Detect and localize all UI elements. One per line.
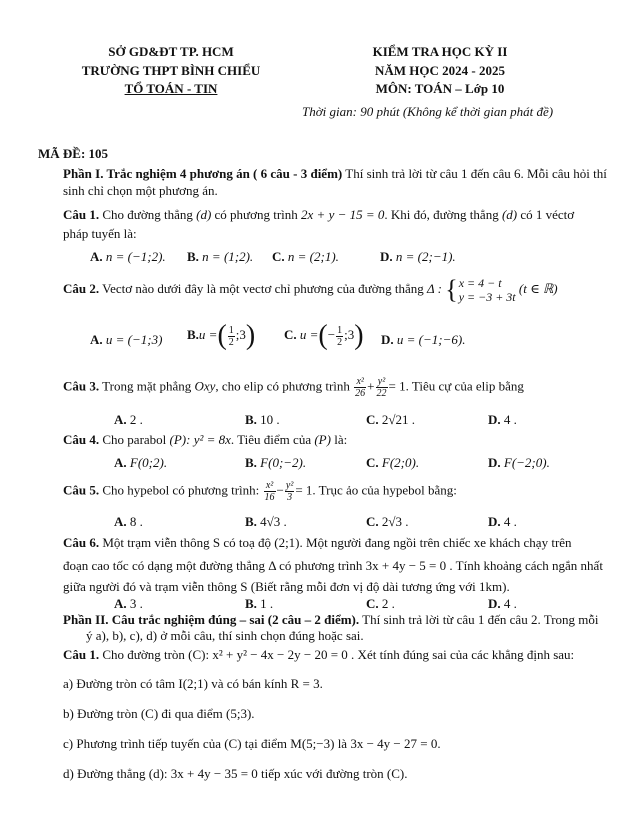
fraction-denominator: 16 — [264, 492, 275, 503]
q2-option-b-suffix: ;3 — [235, 326, 246, 342]
q5-option-d — [488, 514, 517, 530]
school-year: NĂM HỌC 2024 - 2025 — [375, 63, 505, 78]
right-paren: ) — [245, 320, 256, 351]
part2-instruction-2: ý a), b), c), d) ở mỗi câu, thí sinh chọn đúng hoặc sai. — [86, 628, 364, 643]
q1-equation: 2x + y − 15 = 0 — [301, 207, 385, 222]
q3-fraction-2 — [376, 376, 388, 399]
q2-option-c-prefix: u = — [299, 326, 319, 342]
q6-option-c-label: C. — [366, 596, 379, 611]
q1-option-a-value: n = (−1;2). — [105, 249, 166, 264]
part2-item-c: c) Phương trình tiếp tuyến của (C) tại điểm M(5;−3) là 3x − 4y − 27 = 0. — [63, 736, 441, 751]
q5-fraction-2 — [285, 480, 294, 503]
q2-system-line-1: x = 4 − t — [458, 276, 502, 290]
part2-q1-label: Câu 1. — [63, 647, 100, 662]
q1-stem-2: pháp tuyến là: — [63, 226, 137, 241]
q2-option-d — [381, 332, 465, 348]
q6-label: Câu 6. — [63, 535, 100, 550]
q1-text-b: có phương trình — [211, 207, 302, 222]
q1-text-a: Cho đường thẳng — [99, 207, 197, 222]
q2-option-b-prefix: u = — [198, 326, 218, 342]
right-paren: ) — [354, 320, 364, 351]
q1-line-d: (d) — [196, 207, 212, 222]
q2-option-c-suffix: ;3 — [344, 326, 355, 342]
q3-option-b-value: 10 . — [260, 412, 280, 427]
q2-option-c-label: C. — [284, 326, 297, 342]
q4-option-a-label: A. — [114, 455, 127, 470]
q4-option-c-label: C. — [366, 455, 379, 470]
q6-option-b-label: B. — [245, 596, 257, 611]
part2-item-a: a) Đường tròn có tâm I(2;1) và có bán kính R = 3. — [63, 676, 323, 691]
q4-option-a-value: F(0;2). — [129, 455, 168, 470]
q4-equation: (P): y² = 8x — [169, 432, 231, 447]
q3-equation-tail: = 1 — [388, 378, 406, 394]
q3-option-b — [245, 412, 280, 428]
q6-option-a-value: 3 . — [129, 596, 143, 611]
q5-option-a-label: A. — [114, 514, 127, 529]
q5-option-b-value: 4√3 . — [260, 514, 287, 529]
q1-option-d-label: D. — [380, 249, 393, 264]
q3-option-c-label: C. — [366, 412, 379, 427]
system-brace: { — [445, 275, 458, 304]
subject: MÔN: TOÁN – Lớp 10 — [375, 81, 505, 96]
q6-stem-2: đoạn cao tốc có dạng một đường thẳng Δ có phương trình 3x + 4y − 5 = 0 . Tính khoảng cách ngắn nhất — [63, 558, 603, 573]
q3-label: Câu 3. — [63, 378, 100, 394]
fraction-numerator: x² — [264, 480, 276, 492]
q3-option-c-value: 2√21 . — [381, 412, 416, 427]
fraction-denominator: 26 — [355, 388, 366, 399]
part2-item-d: d) Đường thẳng (d): 3x + 4y − 35 = 0 tiếp xúc với đường tròn (C). — [63, 766, 408, 781]
q1-option-b — [187, 249, 253, 265]
q3-stem — [63, 376, 524, 399]
part1-title: Phần I. Trắc nghiệm 4 phương án ( 6 câu - 3 điểm) — [63, 166, 343, 181]
q5-option-a-value: 8 . — [129, 514, 143, 529]
q5-option-c — [366, 514, 409, 530]
q2-option-a-label: A. — [90, 332, 103, 347]
q5-option-d-label: D. — [488, 514, 501, 529]
q5-option-a — [114, 514, 143, 530]
q2-system — [459, 276, 516, 304]
q1-option-b-value: n = (1;2). — [202, 249, 254, 264]
part2-q1-text: Cho đường tròn (C): x² + y² − 4x − 2y − 20 = 0 . Xét tính đúng sai của các khẳng định sau: — [99, 647, 575, 662]
q1-label: Câu 1. — [63, 207, 100, 222]
q6-option-a-label: A. — [114, 596, 127, 611]
q1-option-b-label: B. — [187, 249, 199, 264]
left-paren: ( — [318, 320, 328, 351]
minus-sign: − — [327, 326, 336, 342]
q2-delta: Δ : — [426, 280, 442, 296]
q6-stem-1 — [63, 535, 572, 551]
q6-option-b — [245, 596, 273, 612]
q4-option-d-label: D. — [488, 455, 501, 470]
plus-sign: + — [367, 378, 375, 394]
q3-oxy: Oxy — [194, 378, 216, 394]
minus-sign: − — [276, 482, 284, 498]
q5-option-c-value: 2√3 . — [381, 514, 409, 529]
q4-text-a: Cho parabol — [99, 432, 170, 447]
q2-stem — [63, 276, 558, 304]
part2-q1-stem — [63, 647, 574, 663]
q3-fraction-1 — [354, 376, 366, 399]
q4-stem — [63, 432, 347, 448]
q1-option-d-value: n = (2;−1). — [395, 249, 456, 264]
q6-line-1: Một trạm viễn thông S có toạ độ (2;1). Một người đang ngồi trên chiếc xe khách chạy trên — [99, 535, 572, 550]
q2-option-a — [90, 332, 162, 348]
q6-option-d-label: D. — [488, 596, 501, 611]
q3-option-a-label: A. — [114, 412, 127, 427]
q1-option-a — [90, 249, 166, 265]
q4-label: Câu 4. — [63, 432, 100, 447]
q5-text-b: . Trục ảo của hypebol bằng: — [312, 482, 457, 498]
q4-option-c-value: F(2;0). — [381, 455, 420, 470]
department-group: TỔ TOÁN - TIN — [124, 81, 218, 96]
q4-option-b-label: B. — [245, 455, 257, 470]
q5-fraction-1 — [264, 480, 276, 503]
q3-option-d-value: 4 . — [503, 412, 517, 427]
q6-option-d-value: 4 . — [503, 596, 517, 611]
q5-text-a: Cho hypebol có phương trình: — [99, 482, 263, 498]
q4-text-c: là: — [330, 432, 348, 447]
q2-option-a-value: u = (−1;3) — [105, 332, 163, 347]
part1-instruction-2: sinh chỉ chọn một phương án. — [63, 183, 218, 198]
q2-system-line-2: y = −3 + 3t — [458, 290, 516, 304]
q4-option-b — [245, 455, 306, 471]
part1-instruction-1: Thí sinh trả lời từ câu 1 đến câu 6. Mỗi câu hỏi thí — [342, 166, 607, 181]
fraction-numerator: 1 — [337, 324, 343, 336]
q1-text-c: . Khi đó, đường thẳng — [384, 207, 502, 222]
q4-option-d — [488, 455, 550, 471]
q2-option-c — [284, 322, 364, 350]
q5-option-b — [245, 514, 287, 530]
part2-heading — [63, 612, 599, 628]
q2-option-b-label: B. — [187, 326, 199, 342]
q3-option-d — [488, 412, 517, 428]
q2-option-d-label: D. — [381, 332, 394, 347]
q2-option-d-value: u = (−1;−6). — [396, 332, 466, 347]
q3-text-c: . Tiêu cự của elip bằng — [405, 378, 524, 394]
fraction-denominator: 2 — [337, 336, 343, 348]
q2-option-b-fraction — [228, 325, 235, 348]
q6-option-b-value: 1 . — [260, 596, 274, 611]
fraction-numerator: y² — [376, 376, 388, 388]
fraction-denominator: 2 — [228, 336, 234, 348]
fraction-numerator: y² — [285, 480, 294, 491]
fraction-denominator: 22 — [376, 388, 387, 399]
q5-equation-tail: = 1 — [295, 482, 313, 498]
department-name: SỞ GD&ĐT TP. HCM — [108, 44, 234, 59]
q4-text-b: . Tiêu điểm của — [230, 432, 315, 447]
q1-option-a-label: A. — [90, 249, 103, 264]
q1-text-d: có 1 véctơ — [517, 207, 575, 222]
q3-option-a — [114, 412, 143, 428]
left-paren: ( — [217, 320, 227, 351]
q4-option-a — [114, 455, 167, 471]
q2-option-c-fraction — [336, 325, 343, 348]
q4-option-b-value: F(0;−2). — [260, 455, 307, 470]
fraction-numerator: x² — [354, 376, 366, 388]
q1-option-d — [380, 249, 456, 265]
q3-option-b-label: B. — [245, 412, 257, 427]
part2-item-b: b) Đường tròn (C) đi qua điểm (5;3). — [63, 706, 255, 721]
part2-title: Phần II. Câu trắc nghiệm đúng – sai (2 câu – 2 điểm). — [63, 612, 360, 627]
fraction-denominator: 3 — [287, 492, 293, 503]
q3-option-a-value: 2 . — [129, 412, 143, 427]
exam-code: MÃ ĐỀ: 105 — [38, 146, 109, 161]
q5-option-c-label: C. — [366, 514, 379, 529]
q3-option-c — [366, 412, 415, 428]
q3-text-a: Trong mặt phẳng — [99, 378, 195, 394]
q4-parabola: (P) — [314, 432, 331, 447]
q3-option-d-label: D. — [488, 412, 501, 427]
q2-parameter: (t ∈ ℝ) — [518, 280, 558, 296]
q6-stem-3: giữa người đó và trạm viễn thông S (Biết rằng mỗi đơn vị độ dài tương ứng với 1km). — [63, 579, 510, 594]
exam-title: KIỂM TRA HỌC KỲ II — [372, 44, 508, 59]
q1-line-d-2: (d) — [501, 207, 518, 222]
q3-text-b: , cho elip có phương trình — [215, 378, 354, 394]
part1-heading — [63, 166, 607, 182]
part2-instruction-1: Thí sinh trả lời từ câu 1 đến câu 2. Trong mỗi — [359, 612, 599, 627]
time-note: Thời gian: 90 phút (Không kể thời gian phát đề) — [302, 104, 554, 119]
q2-option-b — [187, 322, 255, 350]
q1-stem — [63, 207, 574, 223]
q6-option-c — [366, 596, 395, 612]
q5-option-d-value: 4 . — [503, 514, 517, 529]
q5-label: Câu 5. — [63, 482, 100, 498]
q2-label: Câu 2. — [63, 280, 100, 296]
q5-option-b-label: B. — [245, 514, 257, 529]
q6-option-c-value: 2 . — [381, 596, 395, 611]
q1-option-c-value: n = (2;1). — [287, 249, 339, 264]
q6-option-a — [114, 596, 143, 612]
q2-text: Vectơ nào dưới đây là một vectơ chỉ phương của đường thẳng — [99, 280, 427, 296]
q5-stem — [63, 480, 457, 503]
q1-option-c — [272, 249, 339, 265]
q4-option-c — [366, 455, 419, 471]
school-name: TRƯỜNG THPT BÌNH CHIỂU — [81, 63, 261, 78]
fraction-numerator: 1 — [228, 324, 234, 336]
q1-option-c-label: C. — [272, 249, 285, 264]
q4-option-d-value: F(−2;0). — [503, 455, 550, 470]
q6-option-d — [488, 596, 517, 612]
